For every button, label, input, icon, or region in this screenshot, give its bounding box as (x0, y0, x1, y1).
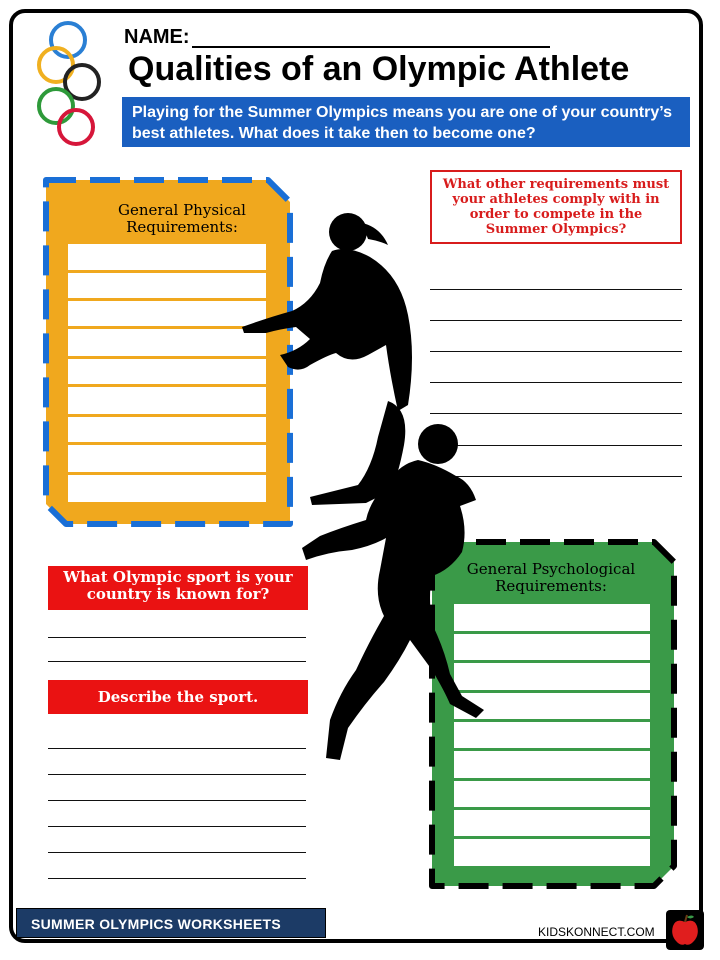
olympic-rings-icon (30, 20, 108, 150)
answer-line (68, 326, 266, 329)
answer-line (454, 807, 650, 810)
physical-card-lines[interactable] (68, 244, 266, 502)
describe-sport-question: Describe the sport. (48, 680, 308, 714)
name-input-line[interactable] (192, 46, 550, 48)
apple-icon (666, 910, 704, 950)
answer-line (68, 442, 266, 445)
answer-line[interactable] (48, 661, 306, 662)
physical-card-title: General Physical Requirements: (118, 201, 246, 236)
answer-line[interactable] (430, 351, 682, 352)
answer-line (454, 836, 650, 839)
answer-line (454, 778, 650, 781)
name-label: NAME: (124, 26, 190, 48)
answer-line (68, 414, 266, 417)
answer-line[interactable] (48, 748, 306, 749)
page-title: Qualities of an Olympic Athlete (128, 50, 630, 88)
athlete-silhouette (300, 420, 500, 765)
answer-line[interactable] (48, 800, 306, 801)
apple-icon-tile (666, 910, 704, 950)
other-requirements-question: What other requirements must your athletes comply with in order to compete in the Summer Olympics? (430, 170, 682, 244)
answer-line (68, 298, 266, 301)
answer-line (68, 384, 266, 387)
answer-line (68, 472, 266, 475)
answer-line[interactable] (48, 852, 306, 853)
answer-line (68, 270, 266, 273)
answer-line[interactable] (48, 637, 306, 638)
site-url: KIDSKONNECT.COM (538, 925, 655, 939)
intro-banner: Playing for the Summer Olympics means you are one of your country’s best athletes. What does it take then to become one? (122, 97, 690, 147)
answer-line[interactable] (48, 826, 306, 827)
answer-line (68, 356, 266, 359)
answer-line[interactable] (430, 413, 682, 414)
known-sport-question: What Olympic sport is your country is known for? (48, 566, 308, 610)
answer-line[interactable] (48, 774, 306, 775)
answer-line[interactable] (430, 289, 682, 290)
answer-line[interactable] (430, 320, 682, 321)
answer-line[interactable] (48, 878, 306, 879)
answer-line[interactable] (430, 382, 682, 383)
psychological-card-title: General Psychological Requirements: (466, 560, 636, 595)
worksheet-series-label: SUMMER OLYMPICS WORKSHEETS (16, 908, 326, 938)
